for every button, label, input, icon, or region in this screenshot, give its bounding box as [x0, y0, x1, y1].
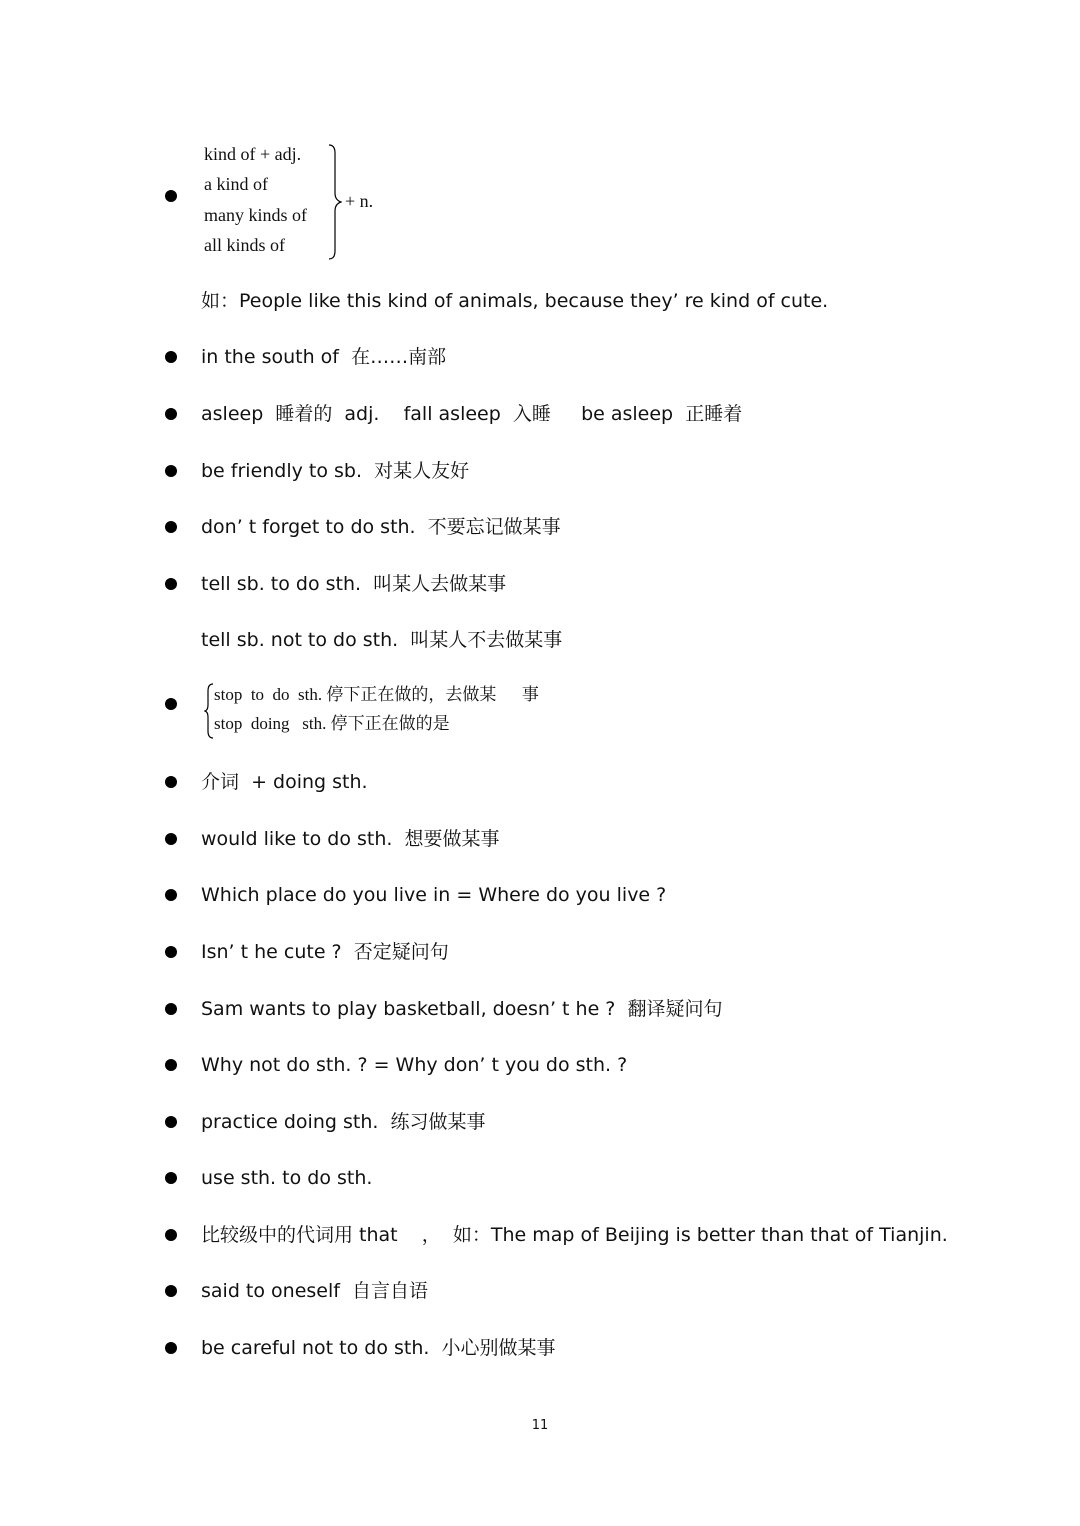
list-item: 介词 + doing sth.: [201, 771, 368, 793]
list-item-continuation: tell sb. not to do sth. 叫某人不去做某事: [201, 629, 563, 651]
stop-item: stop doing sth. 停下正在做的是: [214, 714, 450, 733]
bullet: [165, 1116, 177, 1128]
bullet: [165, 1285, 177, 1297]
kind-of-item: all kinds of: [204, 235, 285, 255]
list-item: would like to do sth. 想要做某事: [201, 828, 500, 850]
list-item: use sth. to do sth.: [201, 1167, 373, 1189]
bullet: [165, 578, 177, 590]
bullet: [165, 889, 177, 901]
right-brace-icon: [328, 143, 342, 261]
example-sentence: 如：People like this kind of animals, because they’ re kind of cute.: [201, 290, 829, 312]
list-item: tell sb. to do sth. 叫某人去做某事: [201, 573, 507, 595]
list-item: Sam wants to play basketball, doesn’ t he ? 翻译疑问句: [201, 998, 723, 1020]
kind-of-item: a kind of: [204, 174, 268, 194]
bullet: [165, 833, 177, 845]
list-item: be friendly to sb. 对某人友好: [201, 460, 470, 482]
list-item: practice doing sth. 练习做某事: [201, 1111, 486, 1133]
list-item: be careful not to do sth. 小心别做某事: [201, 1337, 556, 1359]
bullet: [165, 190, 177, 202]
bullet: [165, 776, 177, 788]
bullet: [165, 946, 177, 958]
bullet: [165, 698, 177, 710]
list-item: Why not do sth. ? = Why don’ t you do sth. ?: [201, 1054, 628, 1076]
bullet: [165, 465, 177, 477]
bullet: [165, 1059, 177, 1071]
bullet: [165, 351, 177, 363]
bullet: [165, 1003, 177, 1015]
bullet: [165, 1229, 177, 1241]
kind-of-item: kind of + adj.: [204, 144, 302, 164]
list-item: in the south of 在……南部: [201, 346, 447, 368]
list-item: said to oneself 自言自语: [201, 1280, 429, 1302]
list-item: Which place do you live in = Where do you live ?: [201, 884, 667, 906]
bullet: [165, 521, 177, 533]
list-item: asleep 睡着的 adj. fall asleep 入睡 be asleep 正睡着: [201, 403, 743, 425]
bullet: [165, 408, 177, 420]
list-item: don’ t forget to do sth. 不要忘记做某事: [201, 516, 561, 538]
bullet: [165, 1172, 177, 1184]
left-brace-icon: [204, 683, 214, 739]
list-item: 比较级中的代词用 that ， 如：The map of Beijing is better than that of Tianjin.: [201, 1224, 948, 1246]
bullet: [165, 1342, 177, 1354]
kind-of-item: many kinds of: [204, 205, 307, 225]
stop-item: stop to do sth. 停下正在做的，去做某 事: [214, 685, 539, 704]
list-item: Isn’ t he cute ? 否定疑问句: [201, 941, 449, 963]
page-number: 11: [531, 1418, 549, 1433]
plus-n-label: + n.: [345, 191, 374, 211]
